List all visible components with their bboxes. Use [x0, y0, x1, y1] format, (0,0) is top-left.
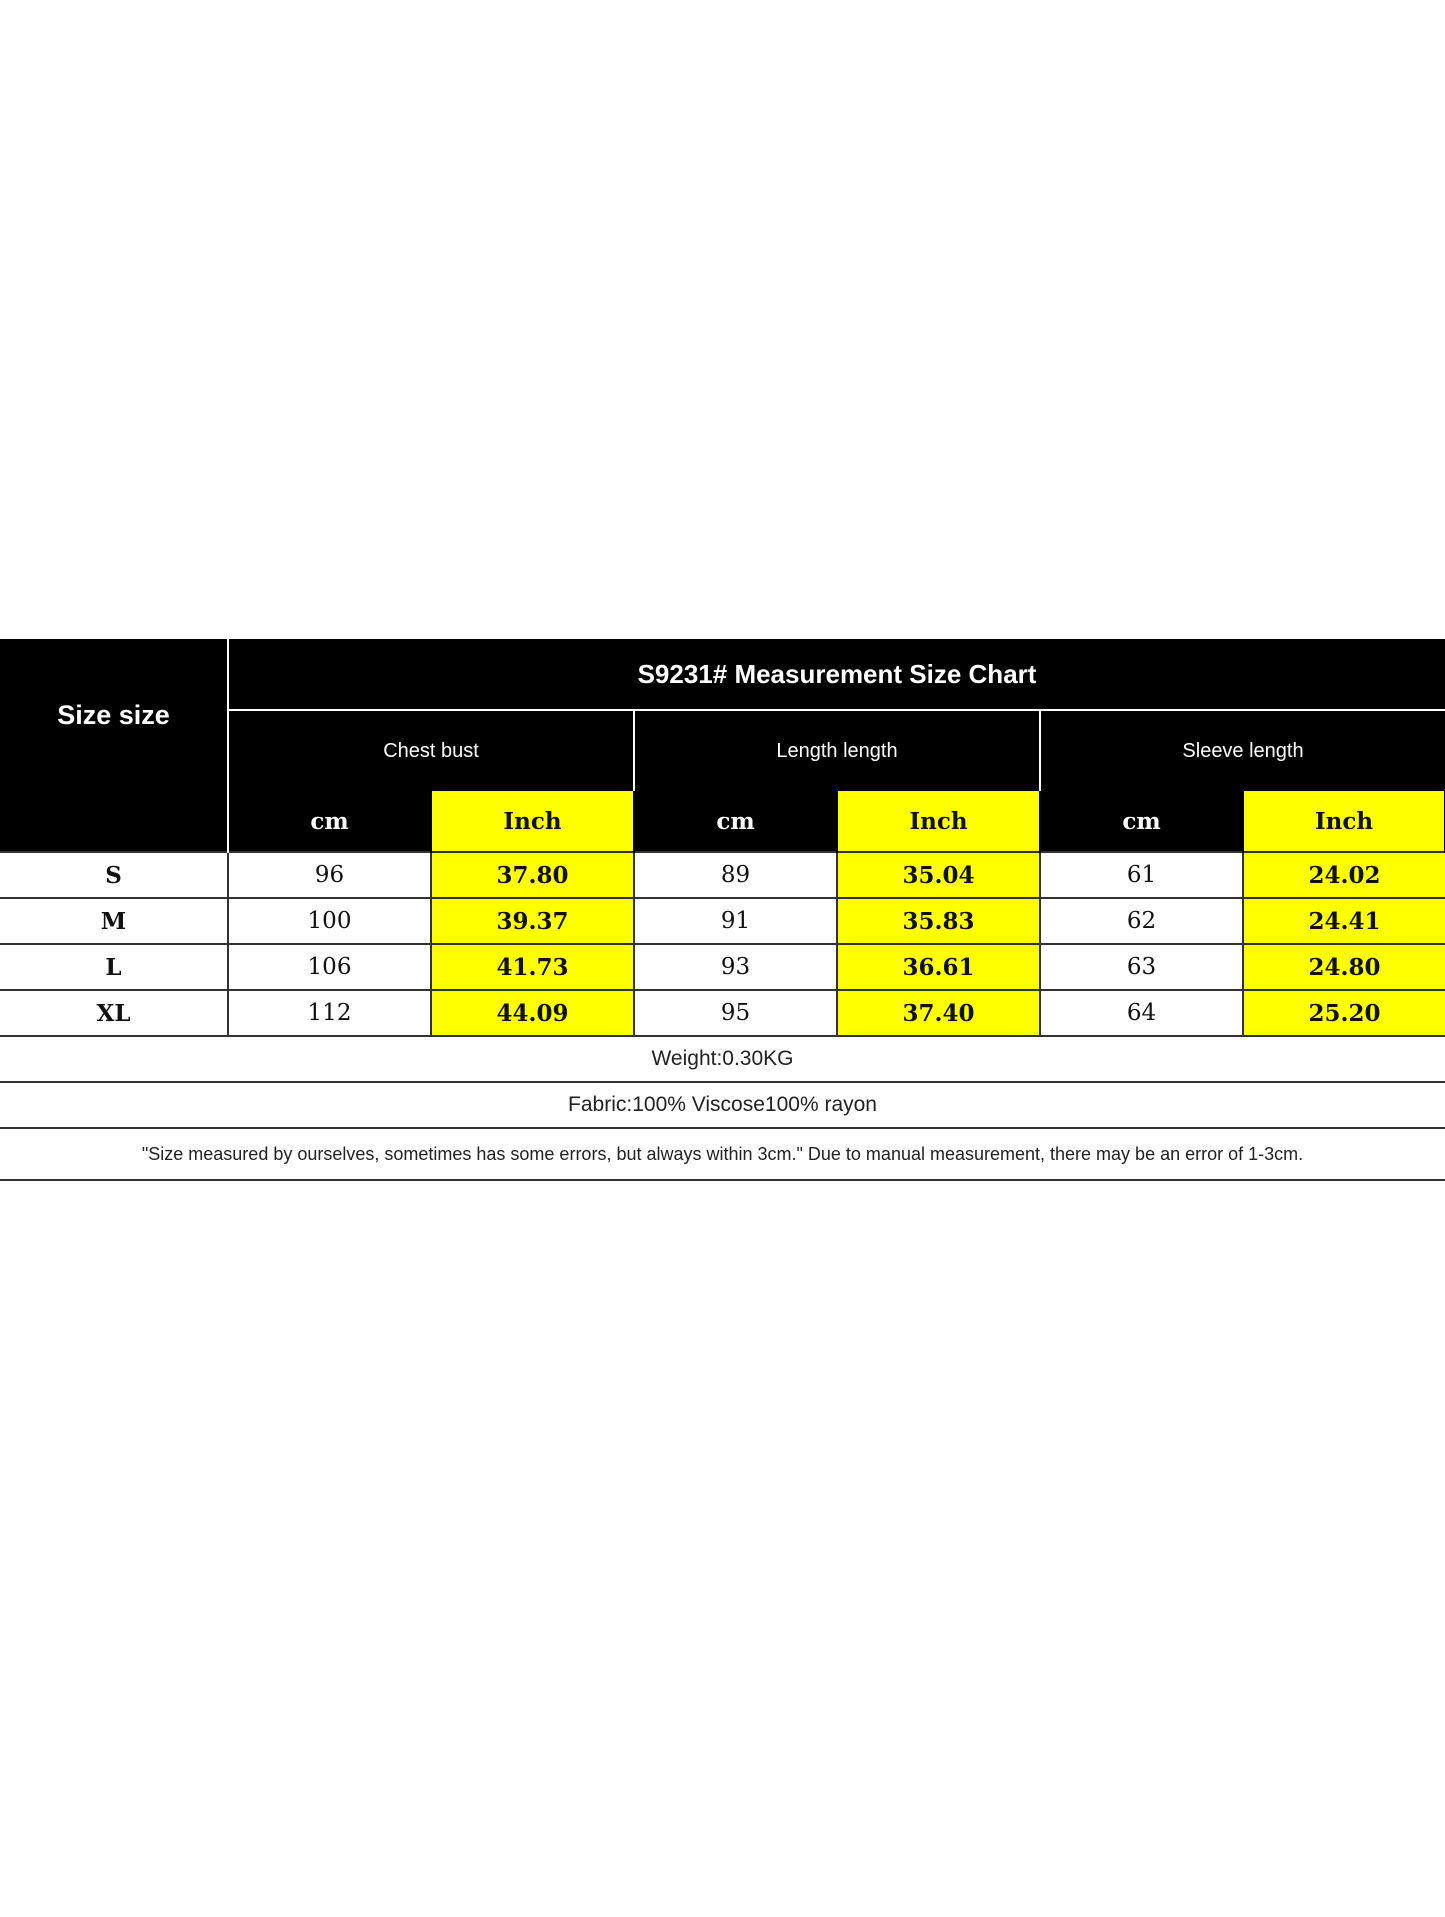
- length-cm: 91: [634, 898, 837, 944]
- length-inch: 37.40: [837, 990, 1040, 1036]
- measurement-note: "Size measured by ourselves, sometimes has some errors, but always within 3cm." Due to manual measurement, there may be an error of 1-3cm.: [0, 1128, 1445, 1180]
- table-row: [0, 944, 1445, 990]
- length-inch: 35.04: [837, 852, 1040, 898]
- size-chart-table: [0, 639, 1445, 1181]
- sleeve-inch: 25.20: [1243, 990, 1445, 1036]
- unit-header-chest-cm: cm: [228, 791, 431, 852]
- sleeve-cm: 64: [1040, 990, 1243, 1036]
- weight-info: Weight:0.30KG: [0, 1036, 1445, 1082]
- length-inch: 36.61: [837, 944, 1040, 990]
- sleeve-cm: 62: [1040, 898, 1243, 944]
- row-size: L: [0, 944, 228, 990]
- unit-header-blank: [0, 791, 228, 852]
- unit-header-length-inch: Inch: [837, 791, 1040, 852]
- sleeve-cm: 61: [1040, 852, 1243, 898]
- chart-title: S9231# Measurement Size Chart: [228, 639, 1445, 710]
- length-cm: 93: [634, 944, 837, 990]
- group-header-length: Length length: [634, 710, 1040, 791]
- table-row: [0, 898, 1445, 944]
- size-chart: [0, 639, 1445, 1181]
- fabric-info: Fabric:100% Viscose100% rayon: [0, 1082, 1445, 1128]
- sleeve-cm: 63: [1040, 944, 1243, 990]
- table-row: [0, 990, 1445, 1036]
- row-size: M: [0, 898, 228, 944]
- row-size: XL: [0, 990, 228, 1036]
- unit-header-chest-inch: Inch: [431, 791, 634, 852]
- chest-inch: 44.09: [431, 990, 634, 1036]
- length-inch: 35.83: [837, 898, 1040, 944]
- chest-cm: 106: [228, 944, 431, 990]
- group-header-chest: Chest bust: [228, 710, 634, 791]
- length-cm: 89: [634, 852, 837, 898]
- row-size: S: [0, 852, 228, 898]
- sleeve-inch: 24.80: [1243, 944, 1445, 990]
- unit-header-sleeve-cm: cm: [1040, 791, 1243, 852]
- chest-cm: 96: [228, 852, 431, 898]
- chest-cm: 100: [228, 898, 431, 944]
- length-cm: 95: [634, 990, 837, 1036]
- unit-header-length-cm: cm: [634, 791, 837, 852]
- table-row: [0, 852, 1445, 898]
- chest-inch: 41.73: [431, 944, 634, 990]
- chest-inch: 39.37: [431, 898, 634, 944]
- sleeve-inch: 24.41: [1243, 898, 1445, 944]
- chest-inch: 37.80: [431, 852, 634, 898]
- unit-header-sleeve-inch: Inch: [1243, 791, 1445, 852]
- size-header: Size size: [0, 639, 228, 791]
- sleeve-inch: 24.02: [1243, 852, 1445, 898]
- group-header-sleeve: Sleeve length: [1040, 710, 1445, 791]
- chest-cm: 112: [228, 990, 431, 1036]
